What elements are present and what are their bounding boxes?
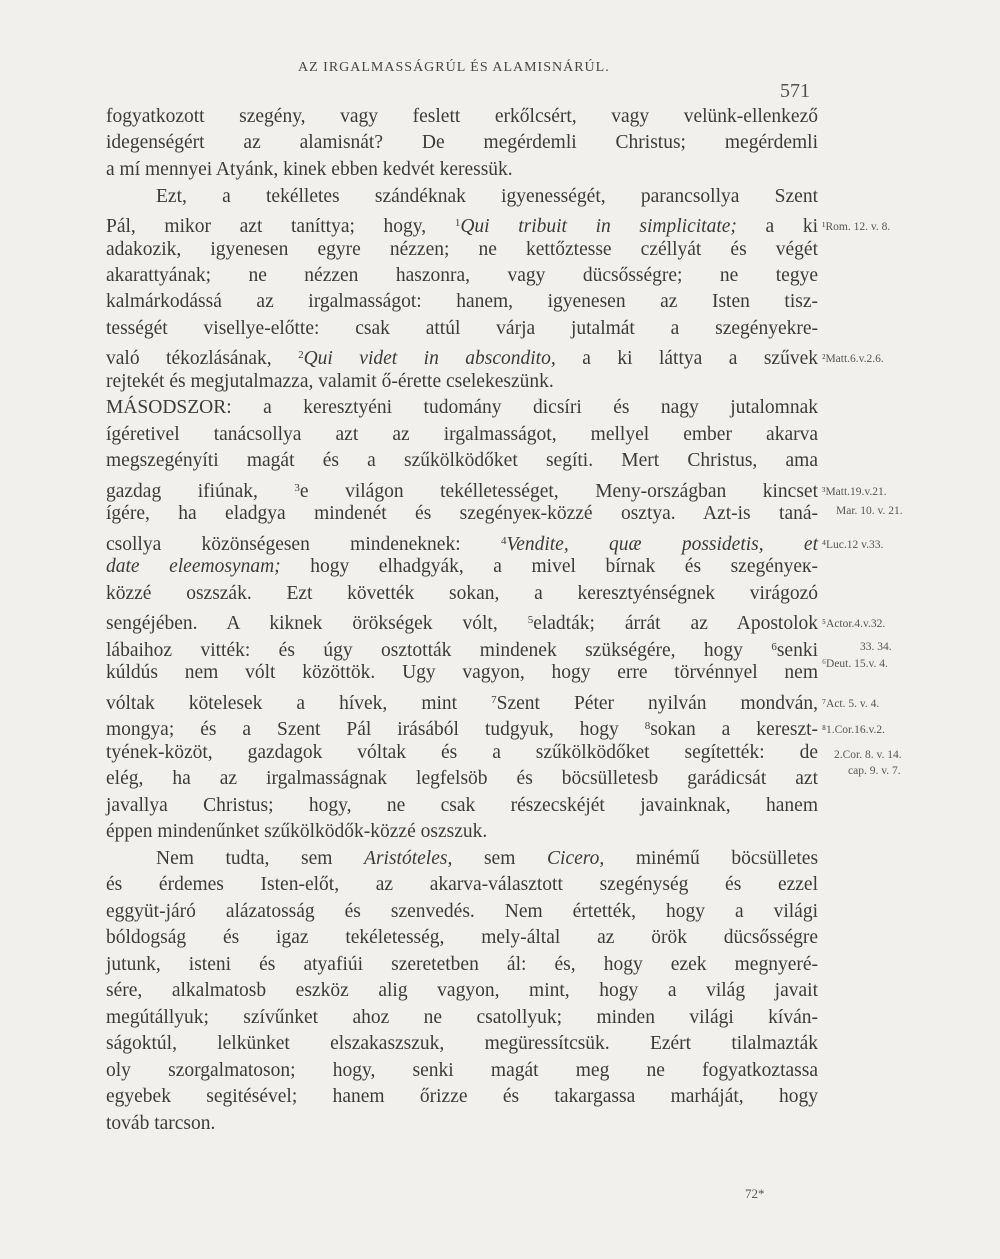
text-segment: mongya; és a Szent Pál irásából tudgyuk, hogy [106,719,619,740]
text-line: tességét visellye-előtte: csak attúl várja jutalmát a szegényekre- [106,318,818,339]
text-line-composite [156,846,818,872]
text-line-composite [106,210,818,240]
text-line: adakozik, igyenesen egyre nézzen; ne kettőztesse czéllyát és végét [106,239,818,260]
latin-quote: Vendite, quæ possidetis, et [506,534,819,555]
margin-note: ⁷Act. 5. v. 4. [822,698,880,710]
text-line: ígére, ha eladgya mindenét és szegényeк-közzé osztya. Azt-is taná- [106,503,818,524]
text-line: fogyatkozott szegény, vagy feslett erkőlcsért, vagy velünk-ellenkező [106,106,818,127]
text-line: oly szorgalmatoson; hogy, senki magát meg ne fogyatkoztassa [106,1060,818,1081]
text-segment: Nem tudta, sem [156,848,333,869]
footnote-ref: 6 [771,641,777,653]
text-segment: sokan a kereszt- [650,719,819,740]
footnote-ref: 5 [527,614,534,626]
text-segment: sem [483,848,516,869]
text-segment: való tékozlásának, [106,348,272,369]
text-segment: e világon tekélletességet, Meny-országban kincset [299,481,818,502]
text-line: ígéretivel tanácsollya azt az irgalmasságot, mellyel ember akarva [106,424,818,445]
text-line-composite [106,554,818,580]
footnote-ref: 3 [294,482,300,494]
margin-note: ¹Rom. 12. v. 8. [822,221,891,233]
text-line: javallya Christus; hogy, ne csak részecskéjét javainknak, hanem [106,795,818,816]
margin-note: ⁵Actor.4.v.32. [822,618,886,630]
text-line: sére, alkalmatosb eszköz alig vagyon, mint, hogy a világ javait [106,980,818,1001]
text-segment: vóltak kötelesek a hívek, mint [106,693,458,714]
footnote-ref: 4 [500,535,507,547]
text-line: Ezt, a tekélletes szándéknak igyenességét, parancsollya Szent [156,186,818,207]
author-name: Aristóteles, [364,848,453,869]
text-line: megútállyuk; szívűnket ahoz ne csatollyuk; minden világi kíván- [106,1007,818,1028]
text-line: ságoktúl, lelkünket elszakaszszuk, megüressítcsük. Ezért tilalmazták [106,1033,818,1054]
text-segment: lábaihoz vitték: és úgy osztották mindenek szükségére, hogy [106,640,743,661]
signature-mark: 72* [745,1186,765,1201]
text-segment: a ki [765,216,818,237]
text-line: jutunk, isteni és atyafiúi szeretetben ál: és, hogy ezek megnyeré- [106,954,818,975]
text-segment: eladták; árrát az Apostolok [533,613,818,634]
margin-note: ⁴Luc.12 v.33. [822,539,884,551]
page-number: 571 [780,80,810,102]
text-segment: csollya közönségesen mindeneknek: [106,534,461,555]
text-line: bóldogság és igaz tekéletesség, mely-által az örök dücsősségre [106,927,818,948]
text-line: kúldús nem vólt közöttök. Ugy vagyon, hogy erre törvénnyel nem [106,662,818,683]
footnote-ref: 2 [298,349,304,361]
text-line: rejtekét és megjutalmazza, valamit ő-érette cselekeszünk. [106,371,554,392]
margin-note: ⁸1.Cor.16.v.2. [822,724,886,736]
text-line: a mí mennyei Atyánk, kinek ebben kedvét keressük. [106,159,513,180]
text-segment: Pál, mikor azt taníttya; hogy, [106,216,427,237]
text-line: idegenségért az alamisnát? De megérdemli Christus; megérdemli [106,132,818,153]
margin-note: 33. 34. [860,641,892,653]
margin-note: cap. 9. v. 7. [848,765,901,777]
text-line: megszegényíti magát és a szűkölködőket segíti. Mert Christus, ama [106,450,818,471]
margin-note: ³Matt.19.v.21. [822,486,887,498]
text-segment: a keresztyéni tudomány dicsíri és nagy jutalomnak [263,397,818,418]
author-name: Cicero, [547,848,605,869]
text-segment: Szent Péter nyilván mondván, [496,693,819,714]
latin-quote: Qui tribuit in simplicitate; [460,216,737,237]
text-line-composite [106,342,818,372]
text-line: tyének-közöt, gazdagok vóltak és a szűkölködőket segítették: de [106,742,818,763]
text-line: elég, ha az irgalmasságnak legfelsöb és böcsülletesb garádicsát azt [106,768,818,789]
text-segment: senki [776,640,818,661]
footnote-ref: 1 [454,217,461,229]
margin-note: ⁶Deut. 15.v. 4. [822,658,888,670]
margin-note: Mar. 10. v. 21. [836,505,903,517]
margin-note: ²Matt.6.v.2.6. [822,353,884,365]
text-segment: gazdag ifiúnak, [106,481,258,502]
latin-quote: Qui videt in abscondito, [303,348,556,369]
text-segment: hogy elhadgyák, a mivel bírnak és szegényeк- [310,556,819,577]
text-line-composite [106,395,818,421]
footnote-ref: 8 [644,720,651,732]
text-line: közzé oszszák. Ezt követték sokan, a keresztyénségnek virágozó [106,583,818,604]
text-line: és érdemes Isten-előt, az akarva-választott szegénység és ezzel [106,874,818,895]
margin-note: 2.Cor. 8. v. 14. [834,749,902,761]
running-header: AZ IRGALMASSÁGRÚL ÉS ALAMISNÁRÚL. [298,60,610,75]
text-line: eggyüt-járó alázatosság és szenvedés. Nem értették, hogy a világi [106,901,818,922]
latin-quote: date eleemosynam; [106,556,281,577]
text-segment: a ki láttya a szűvek [582,348,818,369]
text-line-composite [106,713,818,743]
text-line-composite [106,607,818,637]
text-segment: sengéjében. A kiknek örökségek vólt, [106,613,498,634]
text-segment: minémű böcsülletes [635,848,819,869]
text-line: egyebek segitésével; hanem őrizze és takargassa marháját, hogy [106,1086,818,1107]
text-line: akarattyának; ne nézzen haszonra, vagy dücsősségre; ne tegye [106,265,818,286]
footnote-ref: 7 [491,694,497,706]
section-label: MÁSODSZOR: [106,397,232,418]
text-line: éppen mindenűnket szűkölködők-közzé oszszuk. [106,821,488,842]
text-line: kalmárkodássá az irgalmasságot: hanem, igyenesen az Isten tisz- [106,291,818,312]
text-line: továb tarcson. [106,1113,216,1134]
